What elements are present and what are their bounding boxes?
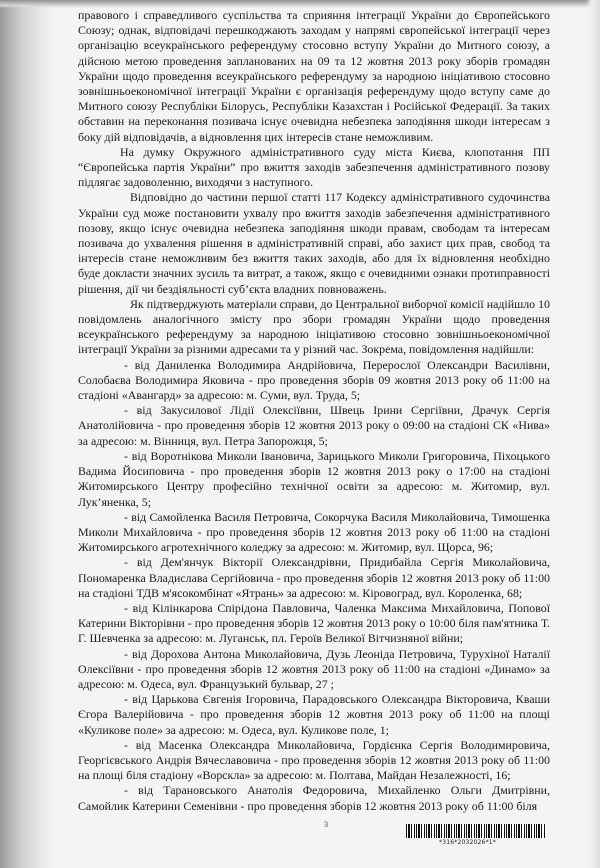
list-item: - від Даниленка Володимира Андрійовича, Перерослої Олександри Василівни, Солобаєва Володимира Яковича - про проведення зборів 09 жовтня 2013 року об 11:00 на стадіоні «Авангард» за адресою: м. Суми, вул. Труда, 5; <box>78 357 550 403</box>
list-item: - від Дорохова Антона Миколайовича, Дузь Леоніда Петровича, Турухіної Наталії Олексіївни - про проведення зборів 12 жовтня 2013 року об 11:00 на стадіоні «Динамо» за адресою: м. Одеса, вул. Французький бульвар, 27 ; <box>78 646 550 691</box>
paragraph-article-117: Відповідно до частини першої статті 117 Кодексу адміністративного судочинства України суд може постановити ухвалу про вжиття заходів забезпечення адміністративного позову, якщо існує очевидна небезпека заподіяння шкоди правам, свободам та інтересам позивача до ухвалення рішення в адміністративній справі, або захист цих прав, свобод та інтересів стане неможливим без вжиття таких заходів, або для їх відновлення необхідно буде докласти значних зусиль та витрат, а також, якщо є очевидними ознаки протиправності рішення, дії чи бездіяльності суб’єкта владних повноважень. <box>78 190 550 296</box>
document-page <box>78 8 550 814</box>
list-item: - від Дем'янчук Вікторії Олександрівни, Придибайла Сергія Миколайовича, Пономаренка Владислава Сергійовича - про проведення зборів 12 жовтня 2013 року об 11:00 на стадіоні ТДВ м'ясокомбінат «Ятрань» за адресою: м. Кіровоград, вул. Короленка, 68; <box>78 555 550 600</box>
barcode-text: *316*2032026*1* <box>439 838 496 846</box>
list-item: - від Закусилової Лідії Олексіївни, Швець Ірини Сергіївни, Драчук Сергія Анатолійовича - про проведення зборів 12 жовтня 2013 року о 09:00 на стадіоні СК «Нива» за адресою: м. Вінниця, вул. Петра Запорожця, 5; <box>78 403 550 448</box>
list-item: - від Кілінкарова Спірідона Павловича, Чаленка Максима Михайловича, Попової Катерини Вікторівни - про проведення зборів 12 жовтня 2013 року о 10:00 біля пам'ятника Т. Г. Шевченка за адресою: м. Луганськ, пл. Героїв Великої Вітчизняної війни; <box>78 600 550 646</box>
list-item: - від Самойленка Василя Петровича, Сокорчука Василя Миколайовича, Тимошенка Миколи Михайловича - про проведення зборів 12 жовтня 2013 року об 11:00 на стадіоні Житомирського агротехнічного коледжу за адресою: м. Житомир, вул. Щорса, 96; <box>78 509 550 555</box>
page-footer <box>78 820 550 850</box>
list-item: - від Масенка Олександра Миколайовича, Гордієнка Сергія Володимировича, Георгієвського Андрія Вячеславовича - про проведення зборів 12 жовтня 2013 року об 11:00 на площі біля стадіону «Ворскла» за адресою: м. Полтава, Майдан Незалежності, 16; <box>78 737 550 783</box>
page-number: 3 <box>324 819 328 829</box>
list-item: - від Тарановського Анатолія Федоровича, Михайленко Ольги Дмитрівни, Самойлик Катерини Семенівни - про проведення зборів 12 жовтня 2013 року об 11:00 біля <box>78 783 550 813</box>
barcode <box>406 824 546 838</box>
paragraph-court-opinion: На думку Окружного адміністративного суду міста Києва, клопотання ПП “Європейська партія України” про вжиття заходів забезпечення адміністративного позову підлягає задоволенню, виходячи з наступного. <box>78 144 550 190</box>
list-item: - від Царькова Євгенія Ігоровича, Парадовського Олександра Вікторовича, Кваши Єгора Валерійовича - про проведення зборів 12 жовтня 2013 року об 11:00 на площі «Куликове поле» за адресою: м. Одеса, вул. Куликове поле, 1; <box>78 692 550 737</box>
paragraph-case-materials: Як підтверджують матеріали справи, до Центральної виборчої комісії надійшло 10 повідомлень аналогічного змісту про збори громадян України щодо проведення всеукраїнського референдуму за народною ініціативою стосовно зовнішньоекономічної інтеграції України за різними адресами та у різний час. Зокрема, повідомлення надійшли: <box>78 296 550 357</box>
list-item: - від Воротнікова Миколи Івановича, Зарицького Миколи Григоровича, Піхоцького Вадима Йосиповича - про проведення зборів 12 жовтня 2013 року о 17:00 на стадіоні Житомирського Центру професійно технічної освіти за адресою: м. Житомир, вул. Лук’яненка, 5; <box>78 448 550 509</box>
paragraph-intro: правового і справедливого суспільства та сприяння інтеграції України до Європейського Союзу; однак, відповідачі перешкоджають заходам у напрямі європейської інтеграції через організацію всеукраїнського референдуму стосовно вступу України до Митного союзу, а дійсною метою проведення запланованих на 09 та 12 жовтня 2013 року зборів громадян України щодо проведення всеукраїнського референдуму за народною ініціативою стосовно зовнішньоекономічної інтеграції України є організація референдуму щодо вступу саме до Митного союзу Республіки Білорусь, Республіки Казахстан і Російської Федерації. За таких обставин на переконання позивача існує очевидна небезпека заподіяння шкоди інтересам з боку дій відповідачів, а відновлення цих інтересів стане неможливим. <box>78 8 550 144</box>
